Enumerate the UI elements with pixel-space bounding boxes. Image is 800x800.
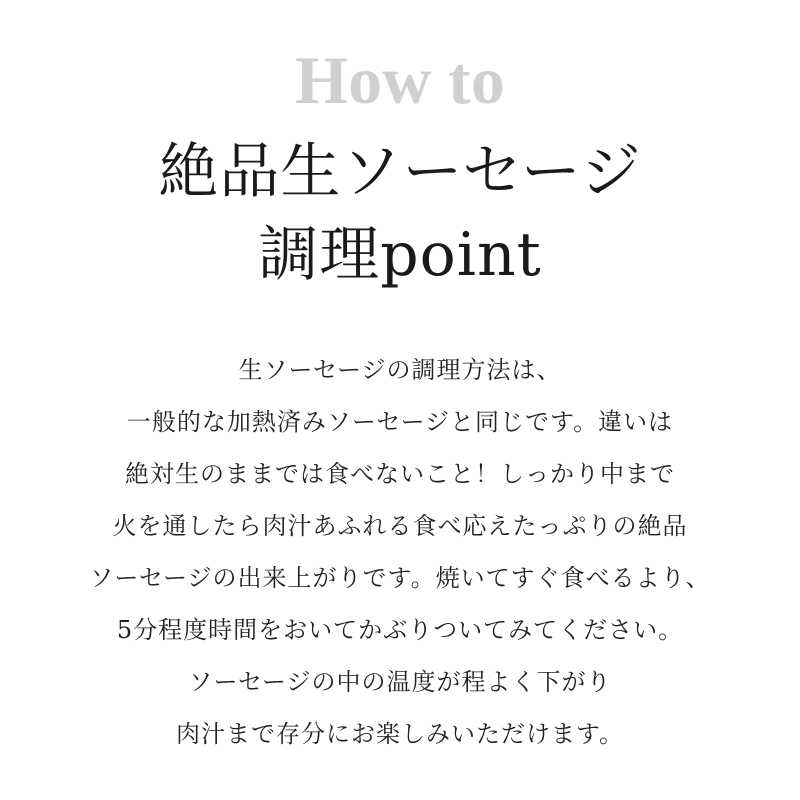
page-title-line-2: 調理point bbox=[258, 220, 542, 290]
instruction-line: 一般的な加熱済みソーセージと同じです。違いは bbox=[126, 408, 674, 436]
instruction-line: 肉汁まで存分にお楽しみいただけます。 bbox=[175, 720, 625, 748]
instruction-line: 生ソーセージの調理方法は、 bbox=[238, 356, 562, 384]
instruction-line: ソーセージの中の温度が程よく下がり bbox=[188, 668, 612, 696]
instruction-line: ソーセージの出来上がりです。焼いてすぐ食べるより、 bbox=[89, 564, 711, 592]
instruction-line: 5分程度時間をおいてかぶりついてみてください。 bbox=[116, 616, 684, 644]
page-title-line-1: 絶品生ソーセージ bbox=[158, 137, 642, 207]
how-to-kicker: How to bbox=[295, 42, 505, 118]
instruction-line: 火を通したら肉汁あふれる食べ応えたっぷりの絶品 bbox=[112, 512, 688, 540]
instruction-line: 絶対生のままでは食べないこと！しっかり中まで bbox=[125, 460, 675, 488]
cooking-instructions bbox=[0, 344, 800, 760]
